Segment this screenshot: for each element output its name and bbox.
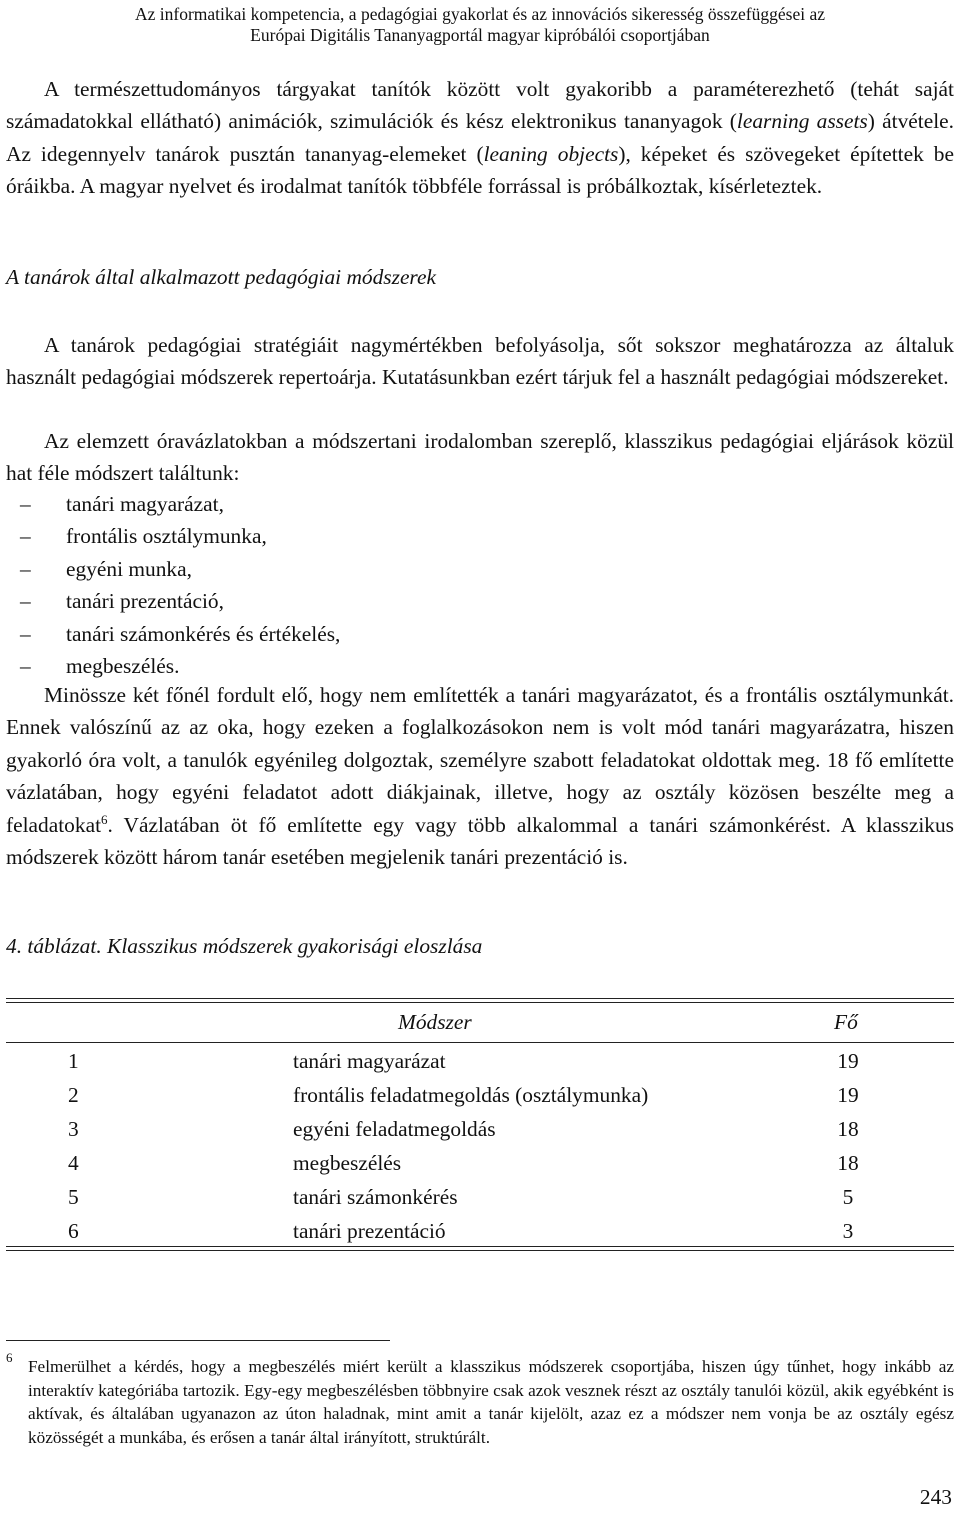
row-number: 4 xyxy=(68,1151,79,1175)
table-caption-text: Klasszikus módszerek gyakorisági eloszlása xyxy=(107,934,483,958)
list-item xyxy=(20,650,340,682)
list-item-text: egyéni munka, xyxy=(66,556,192,581)
table-row xyxy=(0,1180,960,1214)
row-method: tanári prezentáció xyxy=(293,1219,446,1243)
row-count: 5 xyxy=(842,1185,854,1209)
footnote-separator xyxy=(6,1340,390,1341)
row-method: megbeszélés xyxy=(293,1151,402,1175)
p1-term-learning-assets: learning assets xyxy=(736,109,868,134)
table-rule-header xyxy=(6,1042,954,1043)
p1-text-2: ) átvétele. Az idegennyelv tanárok pusztán tananyag-elemeket ( xyxy=(6,109,954,166)
row-count: 19 xyxy=(837,1083,859,1107)
p1-term-leaning-objects: leaning objects xyxy=(483,141,619,166)
list-item xyxy=(20,618,340,650)
table-rule-top xyxy=(6,998,954,999)
dash-bullet: – xyxy=(20,621,31,646)
table-rule-bottom-inner xyxy=(6,1250,954,1251)
row-number: 1 xyxy=(68,1049,79,1073)
section-heading: A tanárok által alkalmazott pedagógiai módszerek xyxy=(6,265,436,289)
paragraph-strategies: A tanárok pedagógiai stratégiáit nagymértékben befolyásolja, sőt sokszor meghatározza az általuk használt pedagógiai módszerek repertoárja. Kutatásunkban ezért tárjuk fel a használt pedagógiai módszereket. xyxy=(6,333,954,390)
table-caption xyxy=(6,934,482,959)
column-header-method: Módszer xyxy=(398,1010,472,1034)
row-number: 3 xyxy=(68,1117,79,1141)
dash-bullet: – xyxy=(20,654,31,679)
paragraph-findings xyxy=(6,679,954,873)
table-rule-top-inner xyxy=(6,1002,954,1003)
dash-bullet: – xyxy=(20,524,31,549)
table-rule-bottom xyxy=(6,1246,954,1247)
list-item-text: tanári prezentáció, xyxy=(66,589,224,614)
table-row xyxy=(0,1078,960,1112)
row-number: 2 xyxy=(68,1083,79,1107)
table-row xyxy=(0,1112,960,1146)
header-line-1: Az informatikai kompetencia, a pedagógiai gyakorlat és az innovációs sikeresség összefüggései az xyxy=(134,4,826,24)
list-item-text: megbeszélés. xyxy=(66,654,180,679)
method-list xyxy=(20,488,340,682)
row-method: tanári számonkérés xyxy=(293,1185,458,1209)
p4-text-1: Minössze két főnél fordult elő, hogy nem említették a tanári magyarázatot, és a frontális osztálymunkát. Ennek valószínű az az oka, hogy ezeken a foglalkozásokon nem is volt mód tanári magyarázatra, hiszen gyakorló óra volt, a tanulók egyénileg dolgoztak, személyre szabott feladatokat oldottak meg. 18 fő említette vázlatában, hogy egyéni feladatot adott diákjainak, illetve, hogy az osztály közösen beszélte meg a feladatokat xyxy=(6,683,954,837)
paragraph-intro xyxy=(6,73,954,203)
row-method: frontális feladatmegoldás (osztálymunka) xyxy=(293,1083,649,1107)
row-count: 18 xyxy=(837,1117,859,1141)
header-line-2: Európai Digitális Tananyagportál magyar kipróbálói csoportjában xyxy=(250,25,710,45)
p1-text-3: ), képeket és szövegeket építettek be óráikba. A magyar nyelvet és irodalmat tanítók többféle forrással is próbálkoztak, kísérleteztek. xyxy=(6,141,954,199)
page-number: 243 xyxy=(919,1485,952,1509)
row-count: 3 xyxy=(842,1219,854,1243)
table-row xyxy=(0,1214,960,1248)
running-header xyxy=(0,4,960,46)
dash-bullet: – xyxy=(20,492,31,516)
list-item-text: tanári számonkérés és értékelés, xyxy=(66,621,341,646)
list-item xyxy=(20,520,340,552)
p4-text-2: . Vázlatában öt fő említette egy vagy több alkalommal a tanári számonkérést. A klasszikus módszerek között három tanár esetében megjelenik tanári prezentáció is. xyxy=(6,812,954,870)
footnote-ref[interactable]: 6 xyxy=(101,811,108,827)
dash-bullet: – xyxy=(20,556,31,581)
list-item-text: tanári magyarázat, xyxy=(66,492,224,516)
paragraph-methods-intro: Az elemzett óravázlatokban a módszertani irodalomban szereplő, klasszikus pedagógiai eljárások közül hat féle módszert találtunk: xyxy=(6,429,954,486)
table-row xyxy=(0,1044,960,1078)
column-header-count: Fő xyxy=(834,1010,858,1034)
list-item xyxy=(20,553,340,585)
row-number: 5 xyxy=(68,1185,79,1209)
list-item xyxy=(20,585,340,617)
p1-text-1: A természettudományos tárgyakat tanítók között volt gyakoribb a paraméterezhető (tehát saját számadatokkal ellátható) animációk, szimulációk és kész elektronikus tananyagok ( xyxy=(6,77,954,134)
table-caption-number: 4. táblázat. xyxy=(6,934,102,958)
row-number: 6 xyxy=(68,1219,79,1243)
table-row xyxy=(0,1146,960,1180)
list-item-text: frontális osztálymunka, xyxy=(66,524,267,549)
footnote-text: Felmerülhet a kérdés, hogy a megbeszélés miért került a klasszikus módszerek csoportjába, hiszen úgy tűnhet, hogy inkább az interaktív kategóriába tartozik. Egy-egy megbeszélésben többnyire csak azok vesznek részt az osztály tanulói közül, akik egyébként is aktívak, és általában ugyanazon az úton haladnak, mint amit a tanár kijelölt, azaz ez a módszer nem vonja be az osztály egész közösségét a munkába, és erősen a tanár által irányított, struktúrált. xyxy=(28,1357,954,1447)
list-item xyxy=(20,488,340,520)
row-method: egyéni feladatmegoldás xyxy=(293,1117,496,1141)
row-count: 19 xyxy=(837,1049,859,1073)
dash-bullet: – xyxy=(20,589,31,614)
footnote-mark: 6 xyxy=(6,1350,13,1365)
row-method: tanári magyarázat xyxy=(293,1049,446,1073)
row-count: 18 xyxy=(837,1151,859,1175)
